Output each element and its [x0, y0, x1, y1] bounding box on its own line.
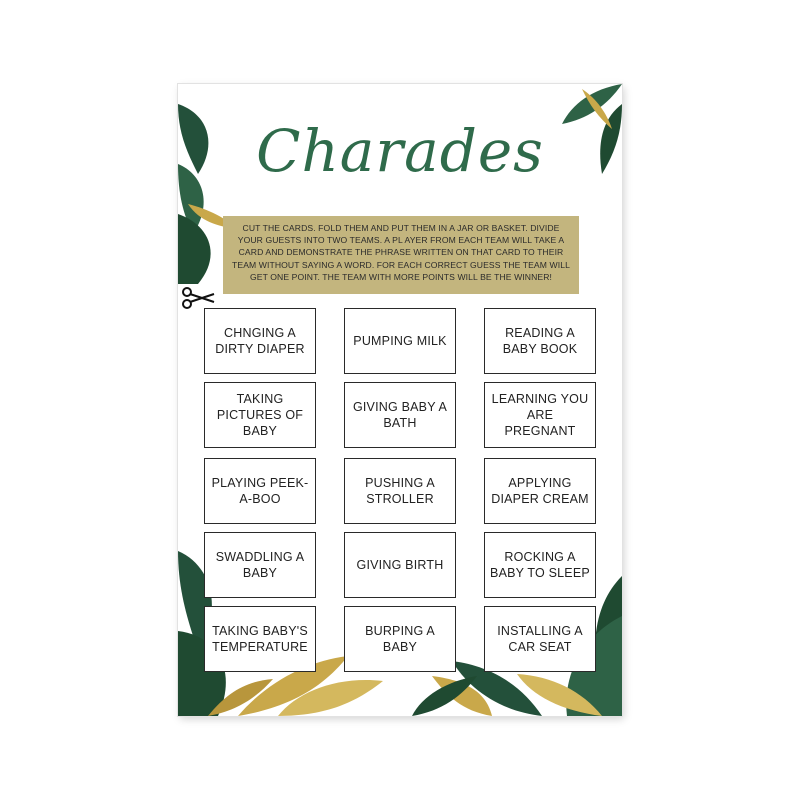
charade-card: BURPING A BABY — [344, 606, 456, 672]
page-title: Charades — [256, 117, 544, 185]
charades-card-sheet — [178, 84, 622, 716]
charade-card: SWADDLING A BABY — [204, 532, 316, 598]
charade-card: TAKING BABY'S TEMPERATURE — [204, 606, 316, 672]
charade-card: GIVING BIRTH — [344, 532, 456, 598]
charade-card: PLAYING PEEK-A-BOO — [204, 458, 316, 524]
charade-card: APPLYING DIAPER CREAM — [484, 458, 596, 524]
charade-card: PUMPING MILK — [344, 308, 456, 374]
charade-card: GIVING BABY A BATH — [344, 382, 456, 448]
charade-card: CHNGING A DIRTY DIAPER — [204, 308, 316, 374]
instructions-banner: CUT THE CARDS. FOLD THEM AND PUT THEM IN A JAR OR BASKET. DIVIDE YOUR GUESTS INTO TWO TEAMS. A PL AYER FROM EACH TEAM WILL TAKE A CARD AND DEMONSTRATE THE PHRASE WRITTEN ON THAT CARD TO THEIR TEAM WITHOUT SAYING A WORD. FOR EACH CORRECT GUESS THE TEAM WILL GET ONE POINT. THE TEAM WITH MORE POINTS WILL BE THE WINNER! — [223, 216, 579, 294]
charade-card: INSTALLING A CAR SEAT — [484, 606, 596, 672]
charade-card: LEARNING YOU ARE PREGNANT — [484, 382, 596, 448]
charade-card: TAKING PICTURES OF BABY — [204, 382, 316, 448]
scissors-icon — [181, 287, 215, 309]
charade-card: ROCKING A BABY TO SLEEP — [484, 532, 596, 598]
charade-card: PUSHING A STROLLER — [344, 458, 456, 524]
charades-cards-grid — [204, 308, 596, 672]
charade-card: READING A BABY BOOK — [484, 308, 596, 374]
